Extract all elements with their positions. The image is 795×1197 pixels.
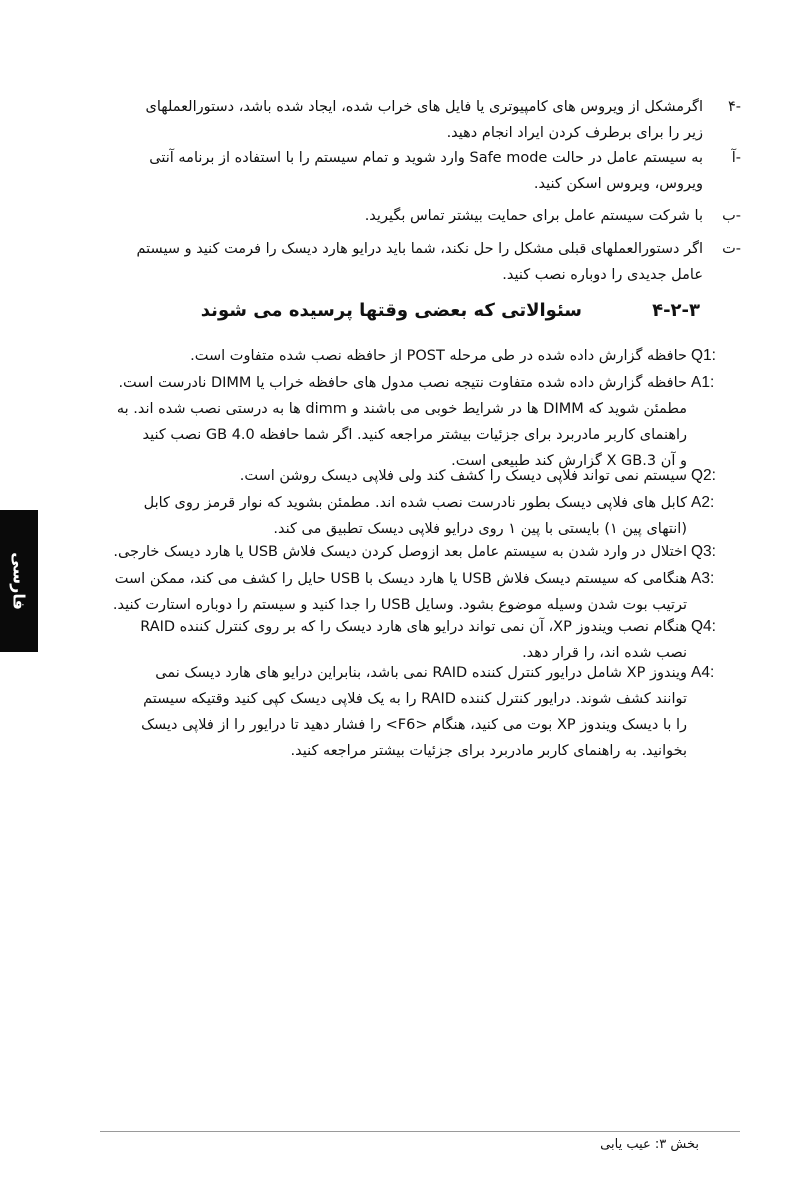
step-c: [93, 236, 741, 288]
step-text-line: اگر دستورالعملهای قبلی مشکل را حل نکند، شما باید درایو هارد دیسک را فرمت کنید و سیستم: [136, 241, 703, 257]
qa-label: A1:: [691, 374, 715, 391]
step-text-line: با شرکت سیستم عامل برای حمایت بیشتر تماس بگیرید.: [364, 208, 703, 224]
footer-chapter-title: بخش ۳: عیب یابی: [600, 1137, 699, 1152]
question-4: [97, 614, 716, 666]
qa-label: A3:: [691, 570, 715, 587]
step-marker: -آ: [731, 150, 741, 166]
step-text-line: عامل جدیدی را دوباره نصب کنید.: [502, 267, 703, 283]
qa-text-line: هنگامی که سیستم دیسک فلاش USB یا هارد دیسک با USB حایل را کشف می کند، ممکن است: [114, 571, 687, 587]
step-marker: -ت: [722, 241, 741, 257]
qa-text-line: بخوانید. به راهنمای کاربر مادربرد برای جزئیات بیشتر مراجعه کنید.: [290, 743, 687, 759]
language-side-tab: [0, 510, 38, 652]
step-text-line: اگرمشکل از ویروس های کامپیوتری یا فایل های خراب شده، ایجاد شده باشد، دستورالعملهای: [145, 99, 703, 115]
qa-text-line: ترتیب بوت شدن وسیله موضوع بشود. وسایل USB را جدا کنید و سیستم را دوباره استارت کنید.: [112, 597, 687, 613]
qa-text-line: و آن 3.X GB گزارش کند طبیعی است.: [451, 453, 687, 469]
qa-label: A4:: [691, 664, 715, 681]
language-tab-label: فارسی: [9, 552, 29, 610]
step-a: [93, 145, 741, 197]
qa-text-line: راهنمای کاربر مادربرد برای جزئیات بیشتر مراجعه کنید. اگر شما حافظه 4.0 GB نصب کنید: [142, 427, 687, 443]
qa-label: Q2:: [691, 467, 716, 484]
answer-3: [97, 566, 715, 618]
section-title: سئوالاتی که بعضی وقتها پرسیده می شوند: [200, 300, 582, 321]
answer-4: [97, 660, 715, 764]
qa-label: Q3:: [691, 543, 716, 560]
step-text-line: به سیستم عامل در حالت Safe mode وارد شوید و تمام سیستم را با استفاده از برنامه آنتی: [149, 150, 703, 166]
section-number: ۴-۲-۳: [652, 300, 700, 321]
qa-text-line: مطمئن شوید که DIMM ها در شرایط خوبی می باشند و dimm ها به درستی نصب شده اند. به: [116, 401, 687, 417]
qa-text-line: سیستم نمی تواند فلاپی دیسک را کشف کند ولی فلاپی دیسک روشن است.: [239, 468, 687, 484]
answer-1: [97, 370, 715, 474]
qa-text-line: هنگام نصب ویندوز XP، آن نمی تواند درایو های هارد دیسک را که بر روی کنترل کننده RAID: [140, 619, 687, 635]
qa-text-line: حافظه گزارش داده شده متفاوت نتیجه نصب مدول های حافظه خراب یا DIMM نادرست است.: [118, 375, 687, 391]
qa-label: Q4:: [691, 618, 716, 635]
qa-text-line: اختلال در وارد شدن به سیستم عامل بعد ازوصل کردن دیسک فلاش USB یا هارد دیسک خارجی.: [113, 544, 687, 560]
qa-text-line: کابل های فلاپی دیسک بطور نادرست نصب شده اند. مطمئن بشوید که نوار قرمز روی کابل: [143, 495, 687, 511]
qa-text-line: توانند کشف شوند. درایور کنترل کننده RAID را به یک فلاپی دیسک کپی کنید وقتیکه سیستم: [143, 691, 687, 707]
step-marker: -ب: [722, 208, 741, 224]
qa-label: A2:: [691, 494, 715, 511]
qa-text-line: حافظه گزارش داده شده در طی مرحله POST از حافظه نصب شده متفاوت است.: [190, 348, 687, 364]
step-4: [93, 94, 741, 146]
step-b: [93, 203, 741, 229]
step-text-line: زیر را برای برطرف کردن ایراد انجام دهید.: [446, 125, 703, 141]
qa-text-line: نصب شده اند، را قرار دهد.: [522, 645, 687, 661]
step-marker: -۴: [727, 99, 741, 115]
answer-2: [97, 490, 715, 542]
step-text-line: ویروس، ویروس اسکن کنید.: [533, 176, 703, 192]
qa-label: Q1:: [691, 347, 716, 364]
question-1: [97, 343, 716, 369]
qa-text-line: (انتهای پین ۱) بایستی با پین ۱ روی درایو فلاپی دیسک تطبیق می کند.: [273, 521, 687, 537]
question-2: [97, 463, 716, 489]
qa-text-line: را با دیسک ویندوز XP بوت می کنید، هنگام <F6> را فشار دهید تا درایور را از فلاپی دیسک: [141, 717, 687, 733]
footer-divider: [100, 1131, 740, 1132]
qa-text-line: ویندوز XP شامل درایور کنترل کننده RAID نمی باشد، بنابراین درایو های هارد دیسک نمی: [155, 665, 687, 681]
question-3: [97, 539, 716, 565]
